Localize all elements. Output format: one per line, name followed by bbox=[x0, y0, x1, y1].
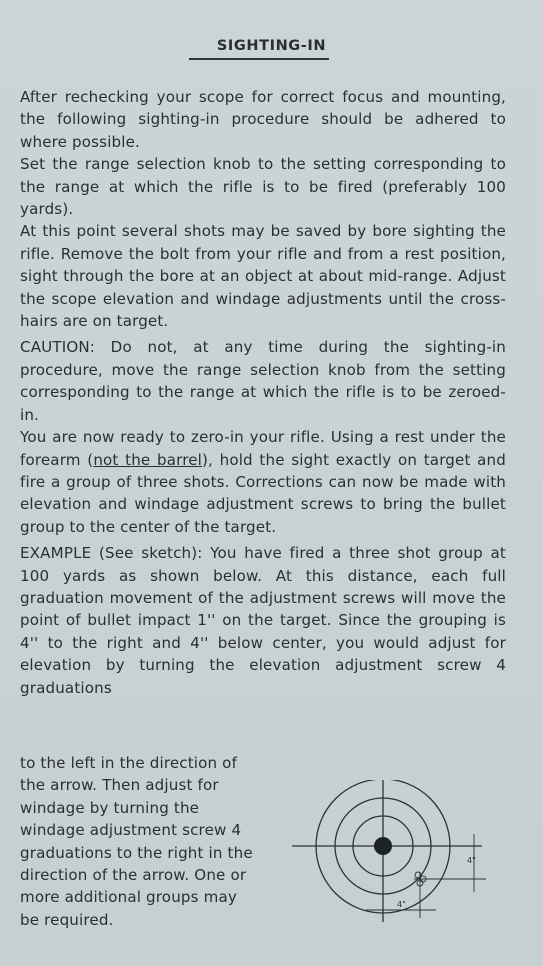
paragraph-adjust-directions: to the left in the direction of the arrow. Then adjust for windage by turning the windage adjustment screw 4 graduations to the right in the direction of the arrow. One or more additional groups may be required. bbox=[20, 754, 253, 929]
zero-in-text-start: You are now ready to zero-in your rifle. Using a rest under the forearm ( bbox=[20, 428, 506, 469]
title-underline bbox=[189, 58, 329, 60]
target-bullseye bbox=[374, 837, 392, 855]
paragraph-bore-sighting: At this point several shots may be saved by bore sighting the rifle. Remove the bolt from your rifle and from a rest position, sight through the bore at an object at about mid-range. Adjust the scope elevation and windage adjustments until the cross-hairs are on target. bbox=[20, 222, 506, 331]
paragraph-caution: CAUTION: Do not, at any time during the sighting-in procedure, move the range selection knob from the setting corresponding to the range at which the rifle is to be zeroed-in. bbox=[20, 338, 506, 424]
paragraph-intro: After rechecking your scope for correct focus and mounting, the following sighting-in procedure should be adhered to where possible. bbox=[20, 88, 506, 151]
body-text bbox=[20, 86, 506, 699]
page-title: SIGHTING-IN bbox=[216, 38, 327, 54]
zero-in-text-end: ), hold the sight exactly on target and fire a group of three shots. Corrections can now be made with elevation and windage adjustment screws to bring the bullet group to the center of the target. bbox=[20, 450, 506, 536]
paragraph-range-setting: Set the range selection knob to the setting corresponding to the range at which the rifle is to be fired (preferably 100 yards). bbox=[20, 155, 506, 219]
paragraph-example: EXAMPLE (See sketch): You have fired a three shot group at 100 yards as shown below. At this distance, each full graduation movement of the adjustment screws will move the point of bullet impact 1'' on the target. Since the grouping is 4'' to the right and 4'' below center, you would adjust for elevation by turning the elevation adjustment screw 4 graduations bbox=[20, 544, 506, 697]
paragraph-zero-in bbox=[20, 426, 506, 538]
vertical-offset-label: 4" bbox=[467, 856, 476, 865]
not-the-barrel-underlined: not the barrel bbox=[93, 450, 202, 469]
horizontal-offset-label: 4" bbox=[397, 900, 406, 909]
target-sketch bbox=[286, 780, 496, 930]
